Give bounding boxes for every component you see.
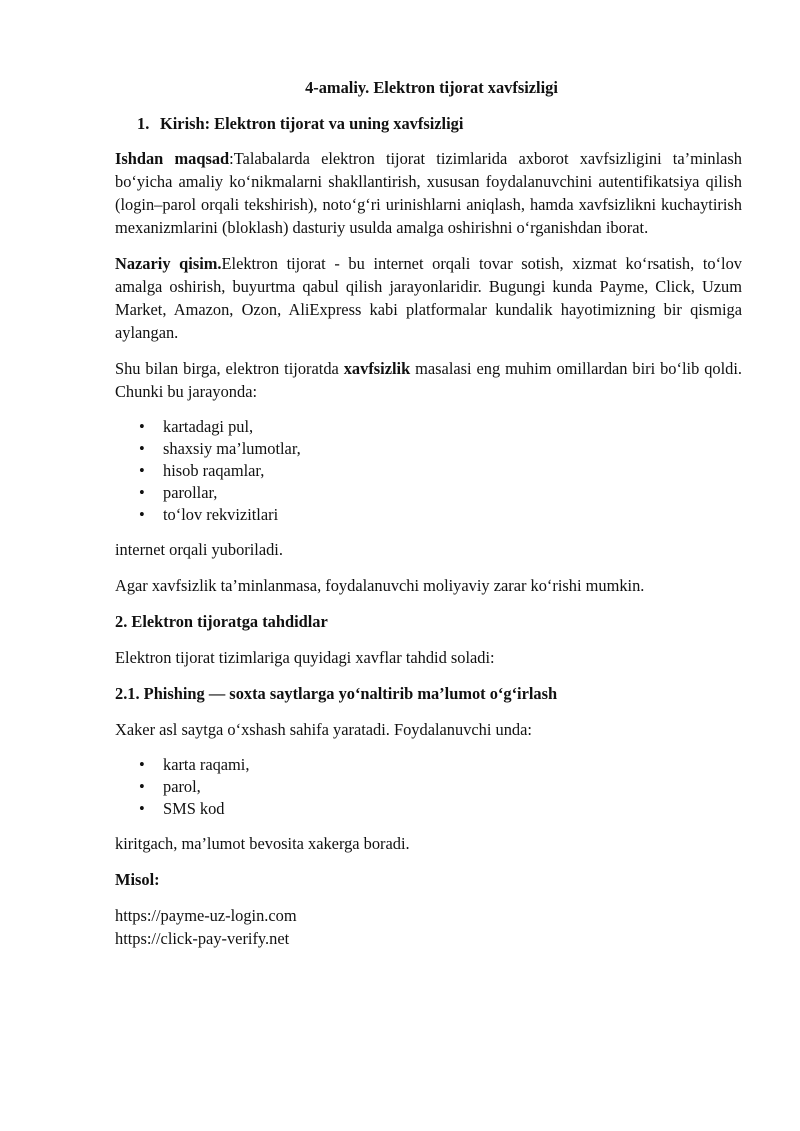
list-item	[115, 482, 742, 504]
bullet-icon: •	[139, 439, 145, 458]
theory-text: Elektron tijorat - bu internet orqali tovar sotish, xizmat ko‘rsatish, to‘lov amalga oshirish, buyurtma qabul qilish jarayonlaridir. Bugungi kunda Payme, Click, Uzum Market, Amazon, Ozon, AliExpress kabi platformalar kundalik hayotimizning bir qismiga aylangan.	[115, 254, 742, 342]
section-1-heading	[115, 112, 742, 135]
bullet-icon: •	[139, 483, 145, 502]
security-text-after: masalasi eng muhim omillardan biri bo‘lib qoldi. Chunki bu jarayonda:	[115, 359, 742, 401]
bullet-icon: •	[139, 461, 145, 480]
bullet-icon: •	[139, 505, 145, 524]
list-item-text: shaxsiy ma’lumotlar,	[163, 439, 301, 458]
list-item	[115, 754, 742, 776]
document-page	[115, 76, 742, 950]
bullet-icon: •	[139, 799, 145, 818]
security-paragraph	[115, 357, 742, 403]
list-item	[115, 416, 742, 438]
aim-paragraph	[115, 147, 742, 239]
security-keyword: xavfsizlik	[343, 359, 411, 378]
theory-paragraph	[115, 252, 742, 344]
aim-label: Ishdan maqsad	[115, 149, 230, 168]
list-item	[115, 438, 742, 460]
aim-text: :Talabalarda elektron tijorat tizimlarida axborot xavfsizligini ta’minlash bo‘yicha amaliy ko‘nikmalarni shakllantirish, xususan foydalanuvchini autentifikatsiya qilish (login–parol orqali tekshirish), noto‘g‘ri urinishlarni aniqlash, hamda xavfsizlikni kuchaytirish mexanizmlarini (bloklash) dasturiy usulda amalga oshirishni o‘rganishdan iborat.	[115, 149, 742, 237]
section-2-intro: Elektron tijorat tizimlariga quyidagi xavflar tahdid soladi:	[115, 648, 495, 667]
list-item-text: kartadagi pul,	[163, 417, 254, 436]
list-item	[115, 798, 742, 820]
phishing-input-list	[115, 754, 742, 820]
section-1-heading-text: Kirish: Elektron tijorat va uning xavfsizligi	[160, 114, 464, 133]
list-item	[115, 776, 742, 798]
bullet-icon: •	[139, 417, 145, 436]
list-item-text: karta raqami,	[163, 755, 250, 774]
list-item-text: parollar,	[163, 483, 218, 502]
after-list-2-text: kiritgach, ma’lumot bevosita xakerga boradi.	[115, 834, 410, 853]
bullet-icon: •	[139, 755, 145, 774]
example-url: https://payme-uz-login.com	[115, 906, 297, 925]
list-item-text: parol,	[163, 777, 201, 796]
after-list-1-text: internet orqali yuboriladi.	[115, 540, 283, 559]
theory-label: Nazariy qisim.	[115, 254, 222, 273]
section-1-number: 1.	[137, 114, 150, 133]
list-item-text: hisob raqamlar,	[163, 461, 265, 480]
example-url: https://click-pay-verify.net	[115, 929, 290, 948]
section-2-1-heading: 2.1. Phishing — soxta saytlarga yo‘naltirib ma’lumot o‘g‘irlash	[115, 684, 558, 703]
page-title: 4-amaliy. Elektron tijorat xavfsizligi	[305, 78, 558, 97]
section-2-1-intro: Xaker asl saytga o‘xshash sahifa yaratadi. Foydalanuvchi unda:	[115, 720, 532, 739]
list-item	[115, 460, 742, 482]
warning-text: Agar xavfsizlik ta’minlanmasa, foydalanuvchi moliyaviy zarar ko‘rishi mumkin.	[115, 576, 645, 595]
bullet-icon: •	[139, 777, 145, 796]
security-text-before: Shu bilan birga, elektron tijoratda	[115, 359, 344, 378]
section-2-heading: 2. Elektron tijoratga tahdidlar	[115, 612, 328, 631]
transmitted-data-list	[115, 416, 742, 526]
list-item	[115, 504, 742, 526]
example-label: Misol:	[115, 870, 160, 889]
list-item-text: SMS kod	[163, 799, 225, 818]
list-item-text: to‘lov rekvizitlari	[163, 505, 279, 524]
